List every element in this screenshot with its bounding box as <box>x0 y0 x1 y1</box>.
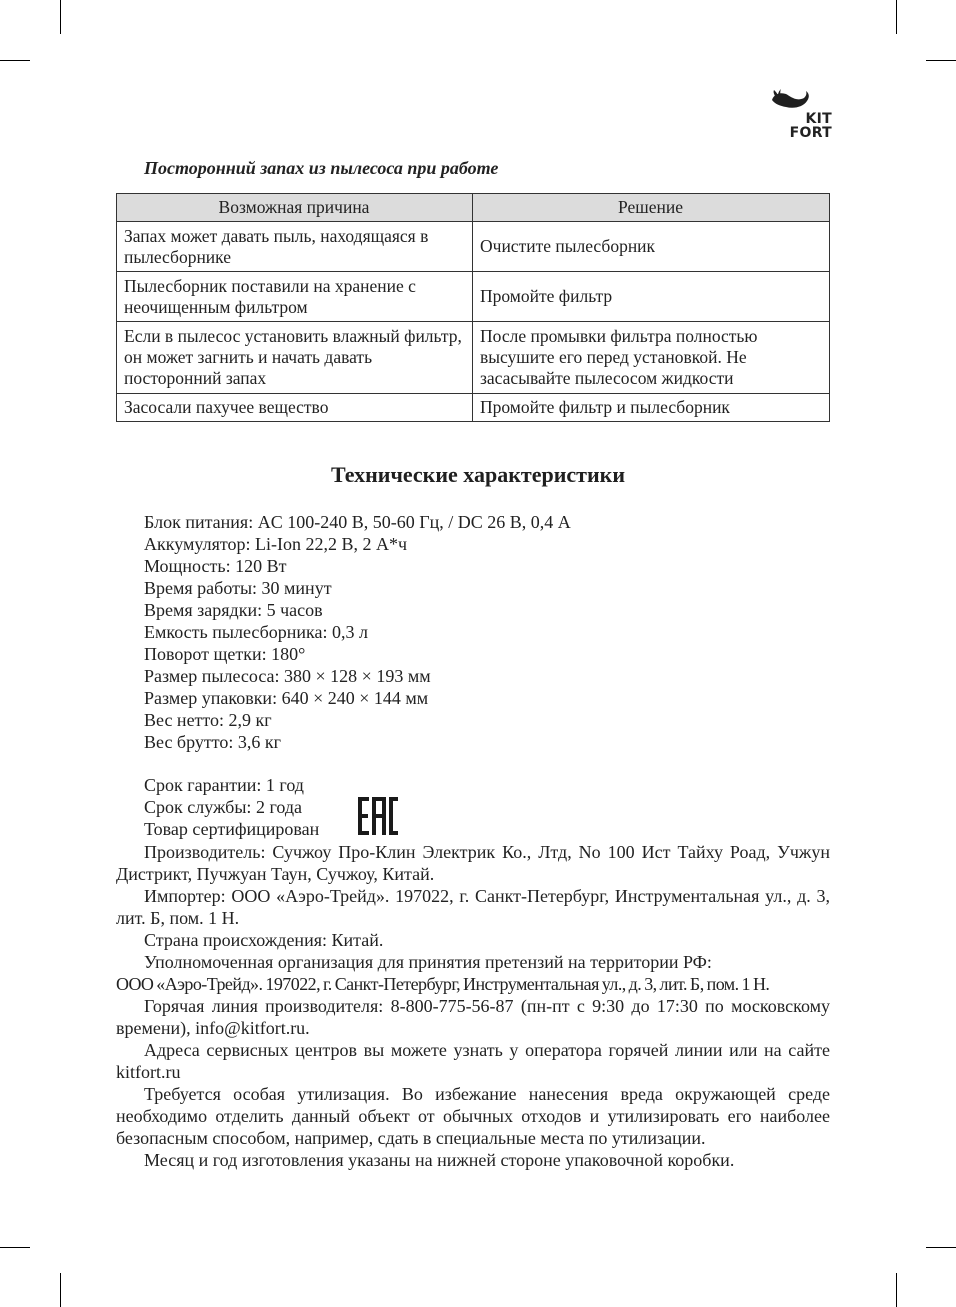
cause-cell: Засосали пахучее вещество <box>117 394 473 422</box>
table-row <box>117 222 830 272</box>
spec-line: Поворот щетки: 180° <box>144 644 306 664</box>
cause-cell: Запах может давать пыль, находящаяся в пылесборнике <box>117 222 473 272</box>
troubleshooting-table <box>116 193 830 422</box>
warranty-line: Срок гарантии: 1 год <box>144 775 304 795</box>
authorized-org-paragraph: Уполномоченная организация для принятия претензий на территории РФ: <box>144 952 712 972</box>
crop-mark <box>0 60 30 61</box>
spec-line: Аккумулятор: Li-Ion 22,2 В, 2 А*ч <box>144 534 408 554</box>
brand-line-2: FORT <box>789 125 832 141</box>
warranty-list <box>144 774 319 840</box>
tech-specs-title: Технические характеристики <box>330 462 626 487</box>
crop-mark <box>896 1273 897 1307</box>
warranty-line: Товар сертифицирован <box>144 819 320 839</box>
table-row <box>117 272 830 322</box>
solution-cell: Очистите пылесборник <box>473 222 830 272</box>
info-paragraphs <box>116 841 830 1171</box>
spec-line: Блок питания: AC 100-240 В, 50-60 Гц, / DC 26 В, 0,4 А <box>144 512 571 532</box>
spec-line: Емкость пылесборника: 0,3 л <box>144 622 368 642</box>
solution-cell: Промойте фильтр и пылесборник <box>473 394 830 422</box>
table-header-row <box>117 194 830 222</box>
header-solution: Решение <box>473 194 830 222</box>
spec-line: Время зарядки: 5 часов <box>144 600 323 620</box>
specs-list <box>144 511 571 753</box>
spec-line: Мощность: 120 Вт <box>144 556 287 576</box>
spec-line: Время работы: 30 минут <box>144 578 332 598</box>
service-centers-paragraph: Адреса сервисных центров вы можете узнать у оператора горячей линии или на сайте kitfort.ru <box>116 1040 830 1082</box>
crop-mark <box>926 1247 956 1248</box>
whale-icon <box>770 86 810 112</box>
cause-cell: Если в пылесос установить влажный фильтр, он может загнить и начать давать посторонний запах <box>117 322 473 394</box>
manufacturer-paragraph: Производитель: Сучжоу Про-Клин Электрик Ко., Лтд, No 100 Ист Тайху Роад, Учжун Дистрикт, Пучжуан Таун, Сучжоу, Китай. <box>116 842 830 884</box>
kitfort-logo <box>768 86 832 140</box>
eac-mark-icon <box>358 797 398 835</box>
spec-line: Вес нетто: 2,9 кг <box>144 710 272 730</box>
section-title: Посторонний запах из пылесоса при работе <box>144 158 499 178</box>
brand-line-1: KIT <box>805 111 832 127</box>
importer-paragraph: Импортер: ООО «Аэро-Трейд». 197022, г. Санкт-Петербург, Инструментальная ул., д. 3, лит. Б, пом. 1 Н. <box>116 886 830 928</box>
disposal-paragraph: Требуется особая утилизация. Во избежание нанесения вреда окружающей среде необходимо отделить данный объект от обычных отходов и утилизировать его наиболее безопасным способом, например, сдать в специальные места по утилизации. <box>116 1084 830 1148</box>
cause-cell: Пылесборник поставили на хранение с неочищенным фильтром <box>117 272 473 322</box>
solution-cell: После промывки фильтра полностью высушите его перед установкой. Не засасывайте пылесосом жидкости <box>473 322 830 394</box>
crop-mark <box>60 0 61 34</box>
origin-paragraph: Страна происхождения: Китай. <box>144 930 384 950</box>
crop-mark <box>60 1273 61 1307</box>
warranty-line: Срок службы: 2 года <box>144 797 303 817</box>
manufacture-date-paragraph: Месяц и год изготовления указаны на нижней стороне упаковочной коробки. <box>144 1150 735 1170</box>
table-row <box>117 322 830 394</box>
spec-line: Вес брутто: 3,6 кг <box>144 732 281 752</box>
crop-mark <box>0 1247 30 1248</box>
header-cause: Возможная причина <box>117 194 473 222</box>
crop-mark <box>926 60 956 61</box>
authorized-org-address: ООО «Аэро-Трейд». 197022, г. Санкт-Петербург, Инструментальная ул., д. 3, лит. Б, пом. 1 Н. <box>116 974 770 994</box>
table-row <box>117 394 830 422</box>
solution-cell: Промойте фильтр <box>473 272 830 322</box>
crop-mark <box>896 0 897 34</box>
spec-line: Размер упаковки: 640 × 240 × 144 мм <box>144 688 429 708</box>
spec-line: Размер пылесоса: 380 × 128 × 193 мм <box>144 666 431 686</box>
hotline-paragraph: Горячая линия производителя: 8-800-775-56-87 (пн-пт с 9:30 до 17:30 по московскому времени), info@kitfort.ru. <box>116 996 830 1038</box>
